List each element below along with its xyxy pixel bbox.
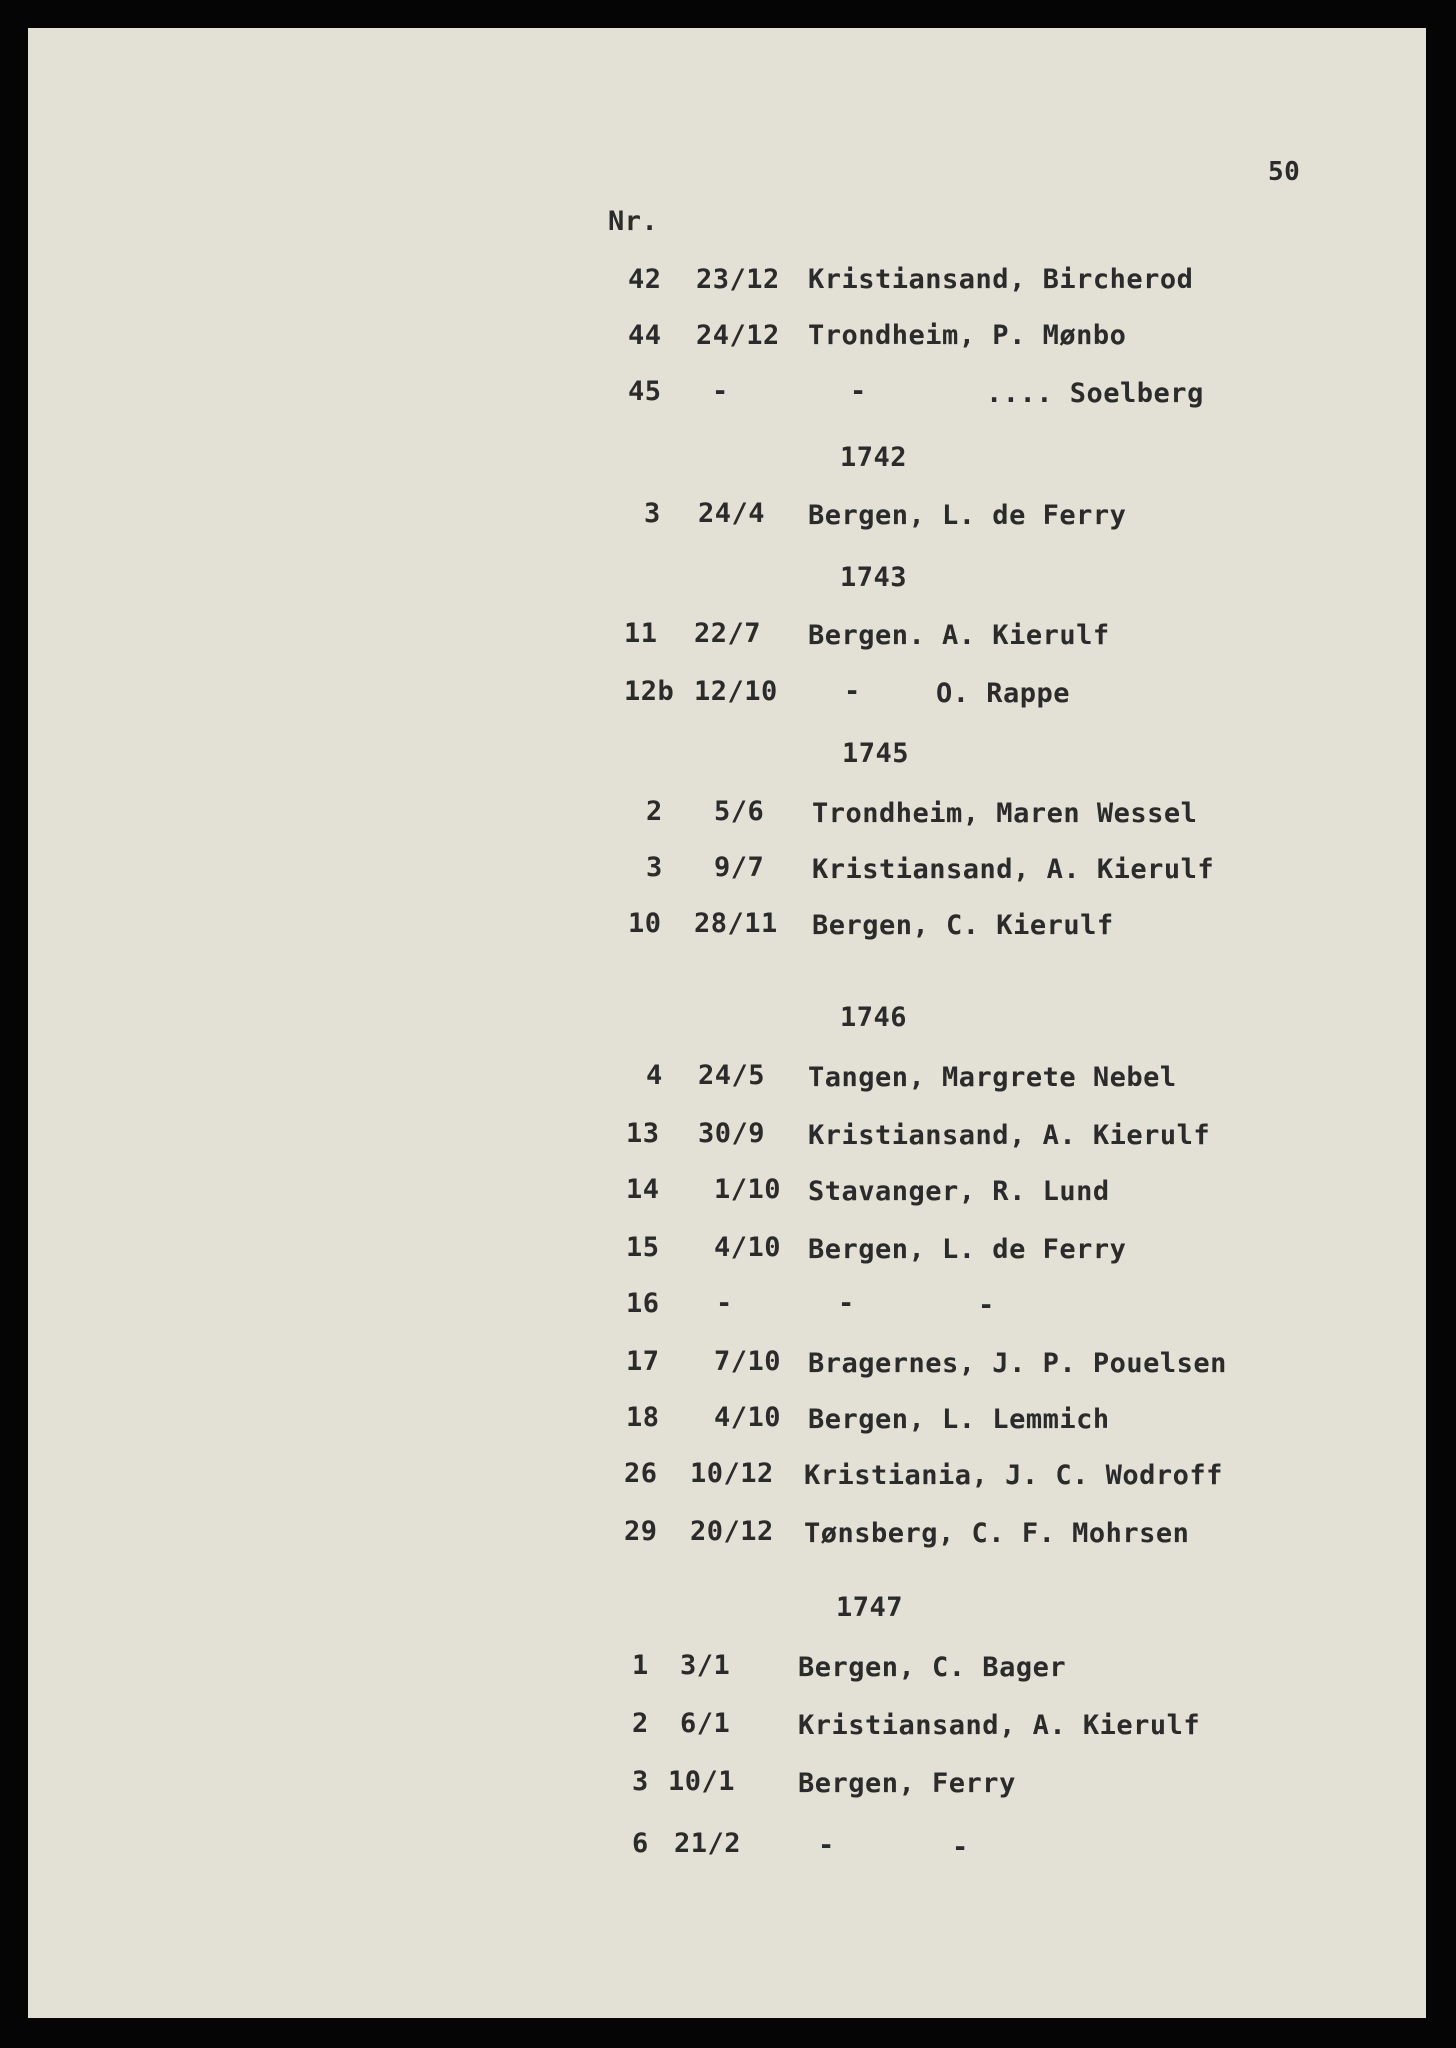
row-date: 5/6 (714, 796, 765, 827)
row-entry: Trondheim, P. Mønbo (808, 320, 1127, 351)
row-nr: 12b (624, 676, 675, 707)
row-nr: 3 (644, 498, 661, 529)
row-nr: 14 (626, 1174, 660, 1205)
row-entry: Bergen, L. de Ferry (808, 500, 1127, 531)
row-date: 10/12 (690, 1458, 774, 1489)
row-place-ditto: - (838, 1288, 855, 1319)
year-heading: 1742 (840, 442, 908, 473)
row-entry: Bragernes, J. P. Pouelsen (808, 1348, 1227, 1379)
row-name-ditto: - (952, 1832, 969, 1863)
row-entry: Kristiansand, A. Kierulf (808, 1120, 1211, 1151)
row-date: 9/7 (714, 852, 765, 883)
row-nr: 2 (646, 796, 663, 827)
row-date: 4/10 (714, 1232, 782, 1263)
row-place-ditto: - (850, 376, 867, 407)
row-nr: 17 (626, 1346, 660, 1377)
row-date: 24/4 (698, 498, 766, 529)
row-nr: 44 (628, 320, 662, 351)
row-name: .... Soelberg (986, 378, 1204, 409)
row-nr: 13 (626, 1118, 660, 1149)
row-nr: 15 (626, 1232, 660, 1263)
year-heading: 1746 (840, 1002, 908, 1033)
row-place-ditto: - (844, 676, 861, 707)
row-date: 24/5 (698, 1060, 766, 1091)
row-date: 30/9 (698, 1118, 766, 1149)
row-entry: Tønsberg, C. F. Mohrsen (804, 1518, 1190, 1549)
row-entry: Kristiania, J. C. Wodroff (804, 1460, 1223, 1491)
row-name-ditto: - (978, 1290, 995, 1321)
row-entry: Kristiansand, A. Kierulf (812, 854, 1215, 885)
row-entry: Bergen, Ferry (798, 1768, 1016, 1799)
row-entry: Bergen, C. Bager (798, 1652, 1067, 1683)
row-entry: Kristiansand, A. Kierulf (798, 1710, 1201, 1741)
row-date: 7/10 (714, 1346, 782, 1377)
column-header-nr: Nr. (608, 206, 659, 237)
row-nr: 26 (624, 1458, 658, 1489)
row-date: 22/7 (694, 618, 762, 649)
row-date: 24/12 (696, 320, 780, 351)
row-entry: Trondheim, Maren Wessel (812, 798, 1198, 829)
row-name: O. Rappe (936, 678, 1071, 709)
row-nr: 45 (628, 376, 662, 407)
row-date: 6/1 (680, 1708, 731, 1739)
row-date-ditto: - (716, 1288, 733, 1319)
row-entry: Kristiansand, Bircherod (808, 264, 1194, 295)
page-number: 50 (1268, 157, 1301, 187)
row-date: 12/10 (694, 676, 778, 707)
row-place-ditto: - (818, 1830, 835, 1861)
row-nr: 6 (632, 1828, 649, 1859)
row-date: 28/11 (694, 908, 778, 939)
document-page (28, 28, 1426, 2018)
row-date: 1/10 (714, 1174, 782, 1205)
row-date-ditto: - (712, 376, 729, 407)
row-date: 4/10 (714, 1402, 782, 1433)
row-entry: Bergen, C. Kierulf (812, 910, 1114, 941)
row-nr: 11 (624, 618, 658, 649)
row-date: 10/1 (668, 1766, 736, 1797)
row-nr: 3 (646, 852, 663, 883)
row-entry: Bergen. A. Kierulf (808, 620, 1110, 651)
row-nr: 4 (646, 1060, 663, 1091)
row-entry: Tangen, Margrete Nebel (808, 1062, 1177, 1093)
row-nr: 3 (632, 1766, 649, 1797)
row-nr: 29 (624, 1516, 658, 1547)
row-date: 20/12 (690, 1516, 774, 1547)
row-nr: 18 (626, 1402, 660, 1433)
row-date: 23/12 (696, 264, 780, 295)
year-heading: 1747 (836, 1592, 904, 1623)
row-nr: 1 (632, 1650, 649, 1681)
row-nr: 42 (628, 264, 662, 295)
row-entry: Bergen, L. Lemmich (808, 1404, 1110, 1435)
row-entry: Stavanger, R. Lund (808, 1176, 1110, 1207)
year-heading: 1745 (842, 738, 910, 769)
year-heading: 1743 (840, 562, 908, 593)
row-nr: 10 (628, 908, 662, 939)
row-date: 21/2 (674, 1828, 742, 1859)
row-nr: 16 (626, 1288, 660, 1319)
row-date: 3/1 (680, 1650, 731, 1681)
row-nr: 2 (632, 1708, 649, 1739)
row-entry: Bergen, L. de Ferry (808, 1234, 1127, 1265)
